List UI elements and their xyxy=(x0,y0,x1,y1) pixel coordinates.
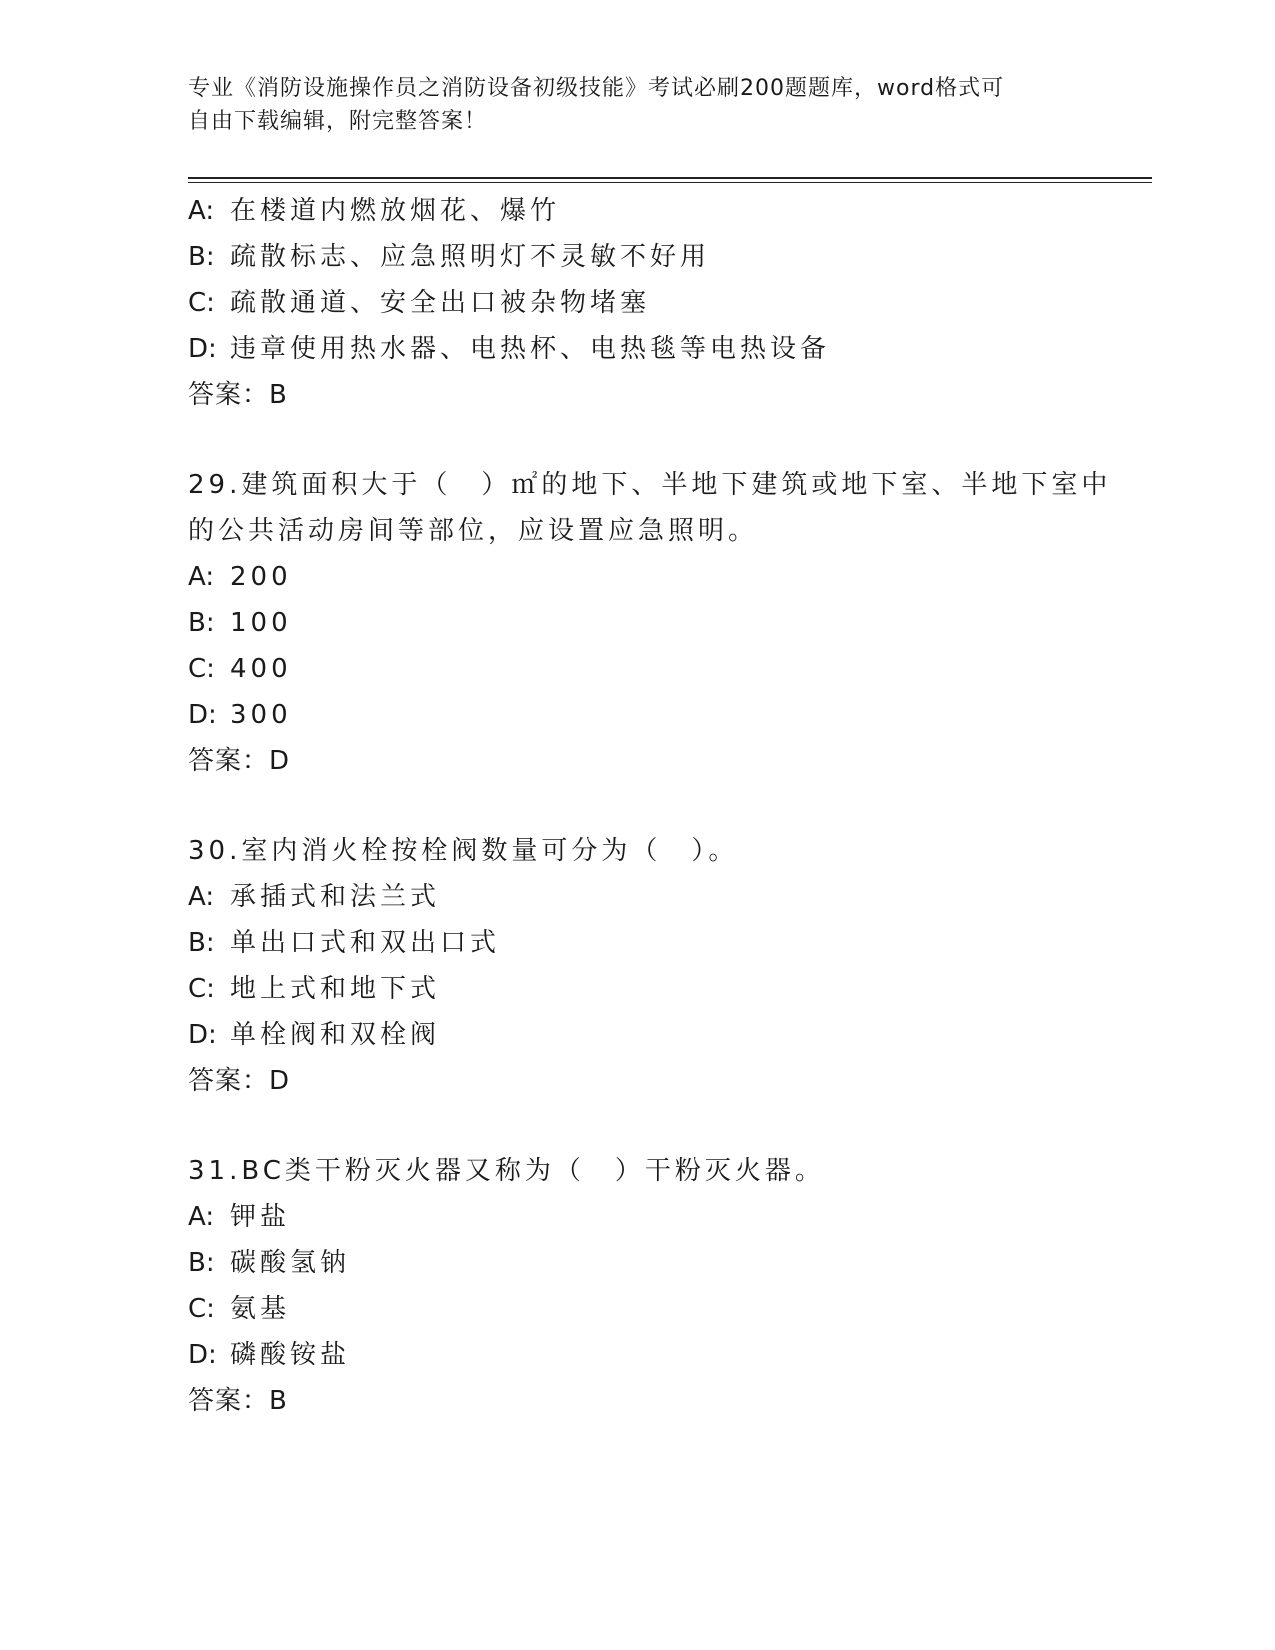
option-label: A: xyxy=(188,562,215,592)
option-text: 承插式和法兰式 xyxy=(230,882,441,912)
header-divider-thick xyxy=(188,177,1152,179)
question-block-28 xyxy=(188,188,1148,418)
option-label: B: xyxy=(188,928,215,958)
question-list xyxy=(188,188,1148,1424)
option-label: C: xyxy=(188,654,215,684)
option-d xyxy=(188,1012,1148,1058)
option-c xyxy=(188,646,1148,692)
option-d xyxy=(188,326,1148,372)
option-label: A: xyxy=(188,196,215,226)
option-text: 疏散标志、应急照明灯不灵敏不好用 xyxy=(230,242,711,272)
option-a xyxy=(188,1194,1148,1240)
option-b xyxy=(188,234,1148,280)
spacer xyxy=(188,1104,1148,1148)
option-b xyxy=(188,600,1148,646)
option-text: 400 xyxy=(230,654,292,684)
question-stem: 30.室内消火栓按栓阀数量可分为（ ）。 xyxy=(188,836,739,866)
answer-line: 答案：B xyxy=(188,1386,288,1416)
option-d xyxy=(188,1332,1148,1378)
option-label: C: xyxy=(188,974,215,1004)
option-text: 违章使用热水器、电热杯、电热毯等电热设备 xyxy=(230,334,831,364)
answer-line: 答案：B xyxy=(188,380,288,410)
option-text: 氨基 xyxy=(230,1294,291,1324)
option-text: 疏散通道、安全出口被杂物堵塞 xyxy=(230,288,651,318)
document-header xyxy=(188,72,1088,138)
spacer xyxy=(188,784,1148,828)
option-label: D: xyxy=(188,1020,217,1050)
option-text: 在楼道内燃放烟花、爆竹 xyxy=(230,196,561,226)
option-text: 300 xyxy=(230,700,292,730)
question-stem: 31.BC类干粉灭火器又称为（ ）干粉灭火器。 xyxy=(188,1156,825,1186)
header-divider-thin xyxy=(188,182,1152,183)
option-text: 200 xyxy=(230,562,292,592)
option-c xyxy=(188,966,1148,1012)
answer-line: 答案：D xyxy=(188,1066,291,1096)
option-b xyxy=(188,920,1148,966)
spacer xyxy=(188,418,1148,462)
option-b xyxy=(188,1240,1148,1286)
option-label: D: xyxy=(188,1340,217,1370)
question-block-30 xyxy=(188,828,1148,1104)
option-a xyxy=(188,188,1148,234)
option-label: C: xyxy=(188,288,215,318)
option-c xyxy=(188,1286,1148,1332)
option-text: 单栓阀和双栓阀 xyxy=(230,1020,441,1050)
question-stem-continued: 的公共活动房间等部位，应设置应急照明。 xyxy=(188,516,759,546)
question-stem: 29.建筑面积大于（ ）㎡的地下、半地下建筑或地下室、半地下室中 xyxy=(188,470,1112,500)
option-d xyxy=(188,692,1148,738)
option-text: 钾盐 xyxy=(230,1202,291,1232)
option-text: 碳酸氢钠 xyxy=(230,1248,351,1278)
question-block-29 xyxy=(188,462,1148,784)
option-text: 单出口式和双出口式 xyxy=(230,928,501,958)
option-a xyxy=(188,554,1148,600)
option-label: D: xyxy=(188,334,217,364)
answer-line: 答案：D xyxy=(188,746,291,776)
option-text: 地上式和地下式 xyxy=(230,974,441,1004)
option-label: D: xyxy=(188,700,217,730)
header-title-line-2: 自由下载编辑，附完整答案！ xyxy=(188,109,488,134)
question-block-31 xyxy=(188,1148,1148,1424)
header-title-line-1: 专业《消防设施操作员之消防设备初级技能》考试必刷200题题库，word格式可 xyxy=(188,76,1005,101)
option-label: B: xyxy=(188,1248,215,1278)
option-c xyxy=(188,280,1148,326)
option-label: B: xyxy=(188,608,215,638)
option-text: 磷酸铵盐 xyxy=(230,1340,351,1370)
option-label: A: xyxy=(188,882,215,912)
option-label: B: xyxy=(188,242,215,272)
option-label: A: xyxy=(188,1202,215,1232)
option-text: 100 xyxy=(230,608,292,638)
option-a xyxy=(188,874,1148,920)
option-label: C: xyxy=(188,1294,215,1324)
